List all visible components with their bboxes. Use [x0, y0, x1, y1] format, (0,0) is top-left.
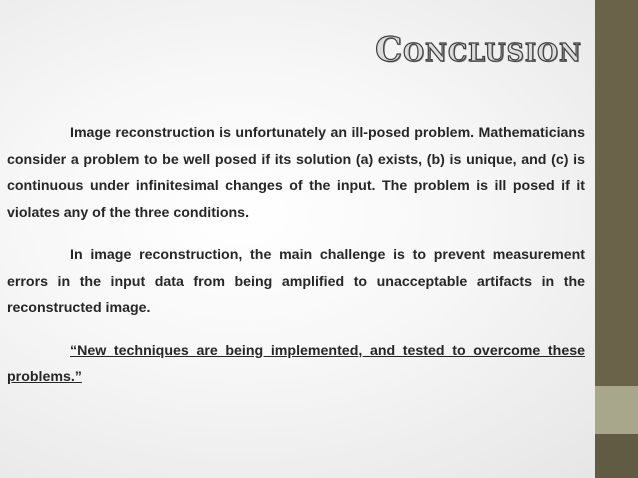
slide-title: Conclusion: [375, 30, 582, 70]
side-bar-accent: [595, 386, 638, 434]
paragraph-main-challenge: In image reconstruction, the main challenge is to prevent measurement errors in the input data from being amplified to unacceptable artifacts in the reconstructed image.: [7, 247, 585, 316]
side-bar-top: [595, 0, 638, 386]
side-bar-bottom: [595, 434, 638, 478]
slide-body: [7, 120, 585, 407]
paragraph-ill-posed: Image reconstruction is unfortunately an ill-posed problem. Mathematicians consider a problem to be well posed if its solution (a) exists, (b) is unique, and (c) is continuous under infinitesimal changes of the input. The problem is ill posed if it violates any of the three conditions.: [7, 125, 585, 221]
paragraph-quote: “New techniques are being implemented, and tested to overcome these problems.”: [7, 342, 585, 385]
